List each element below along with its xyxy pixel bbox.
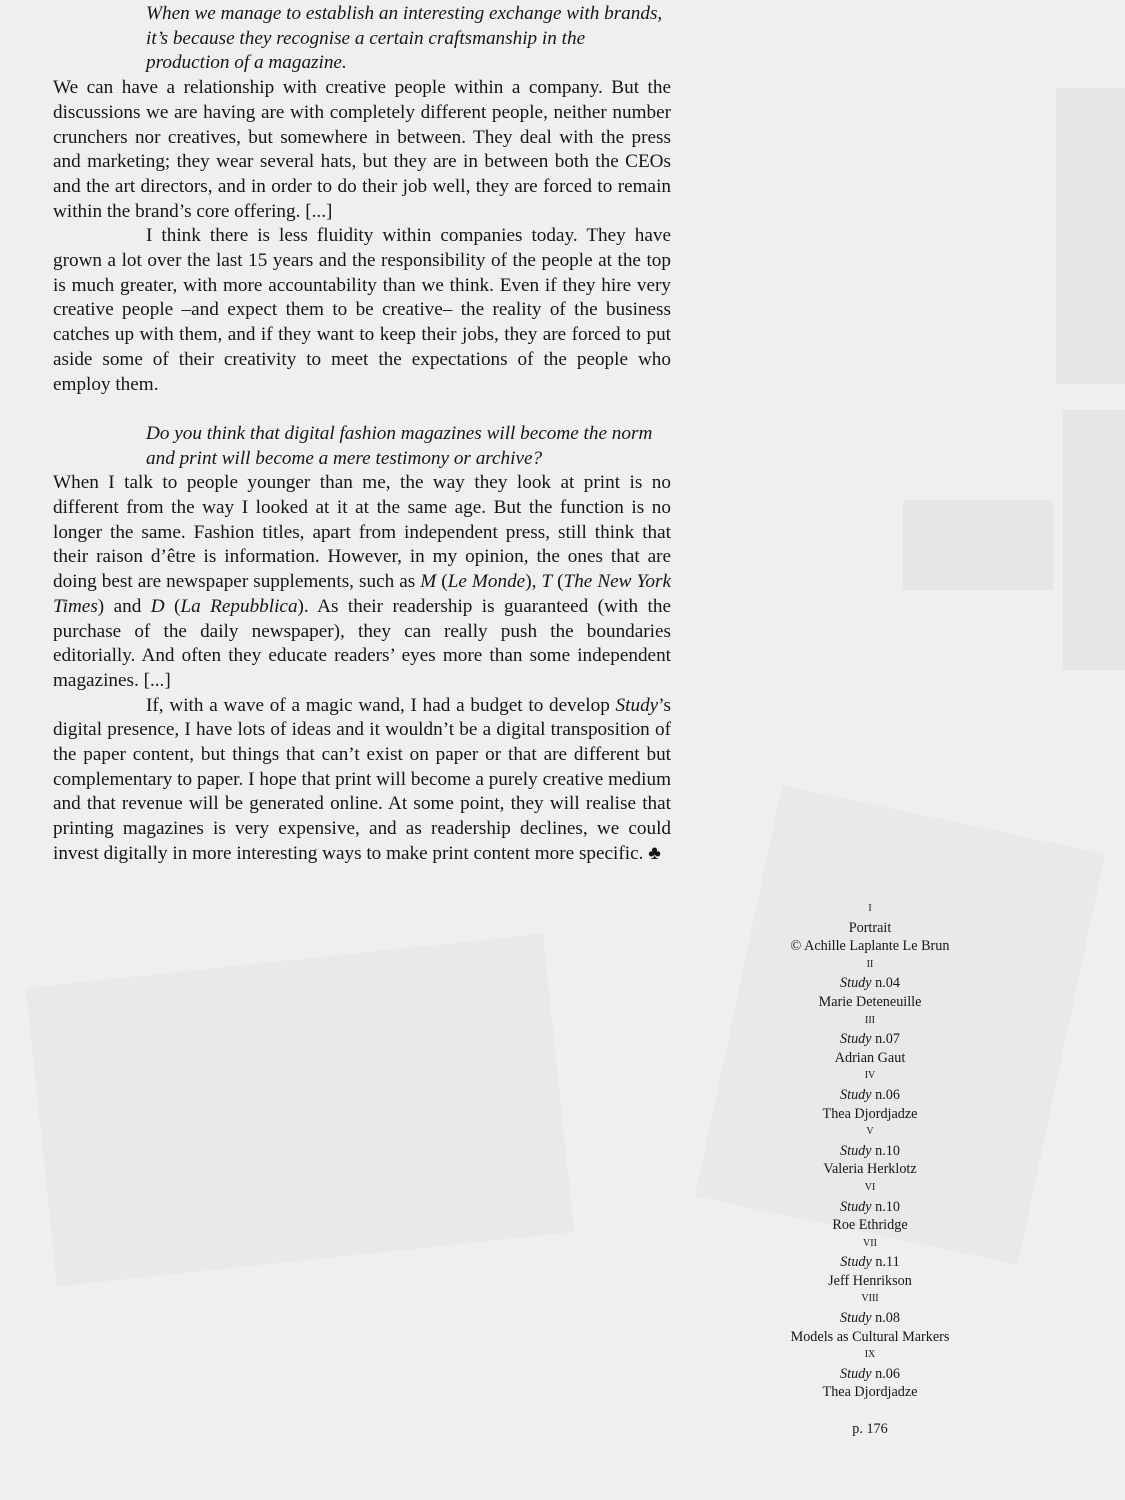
credit-title-text: n.04	[871, 975, 900, 992]
credit-entry	[760, 1067, 980, 1123]
show-through-shape	[1056, 88, 1125, 384]
credit-numeral: I	[868, 903, 872, 914]
credit-title-text: n.06	[871, 1365, 900, 1382]
image-credits	[760, 900, 980, 1439]
magazine-title: D	[150, 595, 165, 617]
credit-title-italic: Study	[840, 1254, 872, 1271]
credit-author: Jeff Henrikson	[828, 1272, 912, 1289]
credit-title-italic: Study	[840, 1031, 872, 1048]
newspaper-title: La Repubblica	[180, 595, 298, 617]
magazine-title: Study	[615, 694, 659, 716]
article-body	[53, 2, 671, 867]
paragraph: When I talk to people younger than me, the way they look at print is no different from the way I looked at it at the same age. But the function is no longer the same. Fashion titles, apart from independent press, still think that their raison d’être is information. However, in my opinion, the ones that are doing best are newspaper supplements, such as M (Le Monde), T (The New York Times) and D (La Repubblica). As their readership is guaranteed (with the purchase of the daily newspaper), they can really push the boundaries editorially. And often they educate readers’ eyes more than some independent magazines. [...]	[53, 472, 672, 691]
credit-author: Roe Ethridge	[832, 1217, 908, 1234]
credit-numeral: III	[865, 1014, 875, 1026]
interview-question: When we manage to establish an interesting exchange with brands, it’s because they recognise a certain craftsmanship in the production of a magazine.	[146, 3, 663, 74]
credit-numeral: VIII	[861, 1293, 879, 1305]
credit-title-text: n.10	[871, 1198, 900, 1215]
credit-title-italic: Study	[840, 1142, 872, 1159]
credit-author: Models as Cultural Markers	[790, 1328, 950, 1345]
credit-author: © Achille Laplante Le Brun	[790, 938, 950, 955]
credit-title-text: n.11	[871, 1254, 900, 1271]
text-run: ). As their readership is guaranteed (with the purchase of the daily newspaper), they can really push the boundaries editorially. And often they educate readers’ eyes more than some independent magazines. [...]	[53, 595, 672, 691]
credit-numeral: IV	[864, 1070, 876, 1082]
credit-entry	[760, 1012, 980, 1068]
paragraph: I think there is less fluidity within companies today. They have grown a lot over the last 15 years and the responsibility of the people at the top is much greater, with more accountability than we think. Even if they hire very creative people –and expect them to be creative– the reality of the business catches up with them, and if they want to keep their jobs, they are forced to put aside some of their creativity to meet the expectations of the people who employ them.	[53, 225, 671, 395]
credit-author: Thea Djordjadze	[822, 1105, 918, 1122]
text-run: and	[104, 595, 151, 617]
credit-title	[760, 1365, 980, 1384]
magazine-title: M	[420, 571, 437, 593]
credit-title-text: n.10	[871, 1142, 900, 1159]
credit-title	[760, 1142, 980, 1161]
credit-title-text: n.06	[871, 1086, 900, 1103]
credit-title	[760, 1086, 980, 1105]
show-through-shape	[26, 934, 575, 1287]
credit-title	[760, 1030, 980, 1049]
credit-entry	[760, 956, 980, 1012]
credit-title	[760, 974, 980, 993]
credit-title	[760, 1309, 980, 1328]
credit-title	[760, 919, 980, 938]
credit-title-italic: Study	[840, 1310, 872, 1327]
credit-author: Adrian Gaut	[834, 1049, 906, 1066]
credit-title	[760, 1198, 980, 1217]
credit-title-text: Portrait	[848, 919, 892, 936]
credit-title-text: n.07	[871, 1031, 900, 1048]
text-run: If, with a wave of a magic wand, I had a budget to develop	[146, 694, 616, 716]
show-through-shape	[903, 500, 1053, 590]
credit-numeral: II	[866, 958, 874, 970]
credit-entry	[760, 1123, 980, 1179]
credit-numeral: V	[866, 1126, 874, 1138]
credit-numeral: IX	[864, 1349, 876, 1361]
credit-title-italic: Study	[840, 1365, 872, 1382]
club-end-mark-icon: ♣	[648, 842, 661, 864]
paragraph: We can have a relationship with creative people within a company. But the discussions we are having are with completely different people, neither number crunchers nor creatives, but somewhere in between. They deal with the press and marketing; they wear several hats, but they are in between both the CEOs and the art directors, and in order to do their job well, they are forced to remain within the brand’s core offering. [...]	[53, 77, 671, 222]
newspaper-title: Le Monde	[447, 571, 526, 593]
show-through-shape	[1063, 410, 1125, 670]
credit-numeral: VII	[863, 1237, 877, 1249]
credit-numeral: VI	[864, 1181, 876, 1193]
credit-author: Marie Deteneuille	[818, 993, 922, 1010]
credit-entry	[760, 1235, 980, 1291]
credit-title-italic: Study	[840, 975, 872, 992]
paragraph	[53, 694, 671, 867]
credit-entry	[760, 900, 980, 956]
credit-title-italic: Study	[840, 1086, 872, 1103]
text-run: When I talk to people younger than me, the way they look at print is no different from the way I looked at it at the same age. But the function is no longer the same. Fashion titles, apart from independent press, still think that their raison d’être is information. However, in my opinion, the ones that are doing best are newspaper supplements, such as	[53, 472, 671, 593]
credit-author: Valeria Herklotz	[823, 1161, 917, 1178]
credit-title	[760, 1253, 980, 1272]
magazine-title: T	[541, 571, 553, 593]
credit-title-text: n.08	[871, 1310, 900, 1327]
credit-entry	[760, 1346, 980, 1402]
credit-entry	[760, 1179, 980, 1235]
page-number: p. 176	[852, 1421, 888, 1438]
credit-author: Thea Djordjadze	[822, 1384, 918, 1401]
credit-entry	[760, 1290, 980, 1346]
interview-question: Do you think that digital fashion magazines will become the norm and print will become a mere testimony or archive?	[146, 422, 653, 469]
text-run: ’s digital presence, I have lots of ideas and it wouldn’t be a digital transposition of the paper content, but things that can’t exist on paper or that are different but complementary to paper. I hope that print will become a purely creative medium and that revenue will be generated online. At some point, they will realise that printing magazines is very expensive, and as readership declines, we could invest digitally in more interesting ways to make print content more specific.	[53, 694, 671, 864]
credit-title-italic: Study	[840, 1198, 872, 1215]
newspaper-title: The New York Times	[53, 571, 672, 617]
